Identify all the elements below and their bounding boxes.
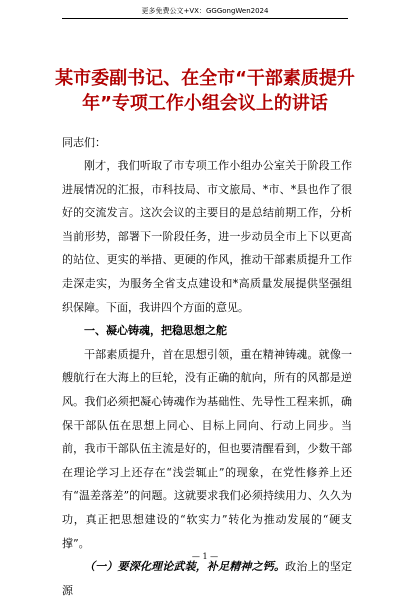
page-header: 更多免费公文+VX：GGGongWen2024 xyxy=(141,7,269,15)
paragraph-subsection1-text: 政治上的坚定源 xyxy=(62,560,353,597)
salutation: 同志们： xyxy=(62,136,106,149)
page-number: — 1 — xyxy=(191,552,219,561)
subheading-1: （一）要深化理论武装，补足精神之钙。 xyxy=(84,560,286,574)
paragraph-section1: 干部素质提升，首在思想引领，重在精神铸魂。就像一艘航行在大海上的巨轮，没有正确的航向，所有的风都是逆风。我们必须把凝心铸魂作为基础性、先导性工程来抓，确保干部队伍在思想上同心、目标上同向、行动上同步。当前，我市干部队伍主流是好的，但也要清醒看到，少数干部在理论学习上还存在“浅尝辄止”的现象，在党性修养上还有“温差落差”的问题。这就要求我们必须持续用力、久久为功，真正把思想建设的“软实力”转化为推动发展的“硬支撑”。 xyxy=(62,347,352,550)
paragraph-intro: 刚才，我们听取了市专项工作小组办公室关于阶段工作进展情况的汇报，市科技局、市文旅局、*市、*县也作了很好的交流发言。这次会议的主要目的是总结前期工作，分析当前形势，部署下一阶段任务，进一步动员全市上下以更高的站位、更实的举措、更硬的作风，推动干部素质提升工作走深走实，为服务全省支点建设和*高质量发展提供坚强组织保障。下面，我讲四个方面的意见。 xyxy=(62,159,352,314)
paragraph-subsection1 xyxy=(62,555,352,602)
header-divider xyxy=(62,18,348,19)
document-body xyxy=(62,154,352,602)
document-title: 某市委副书记、在全市“干部素质提升年”专项工作小组会议上的讲话 xyxy=(55,68,355,114)
section-heading-1: 一、凝心铸魂，把稳思想之舵 xyxy=(84,324,227,338)
